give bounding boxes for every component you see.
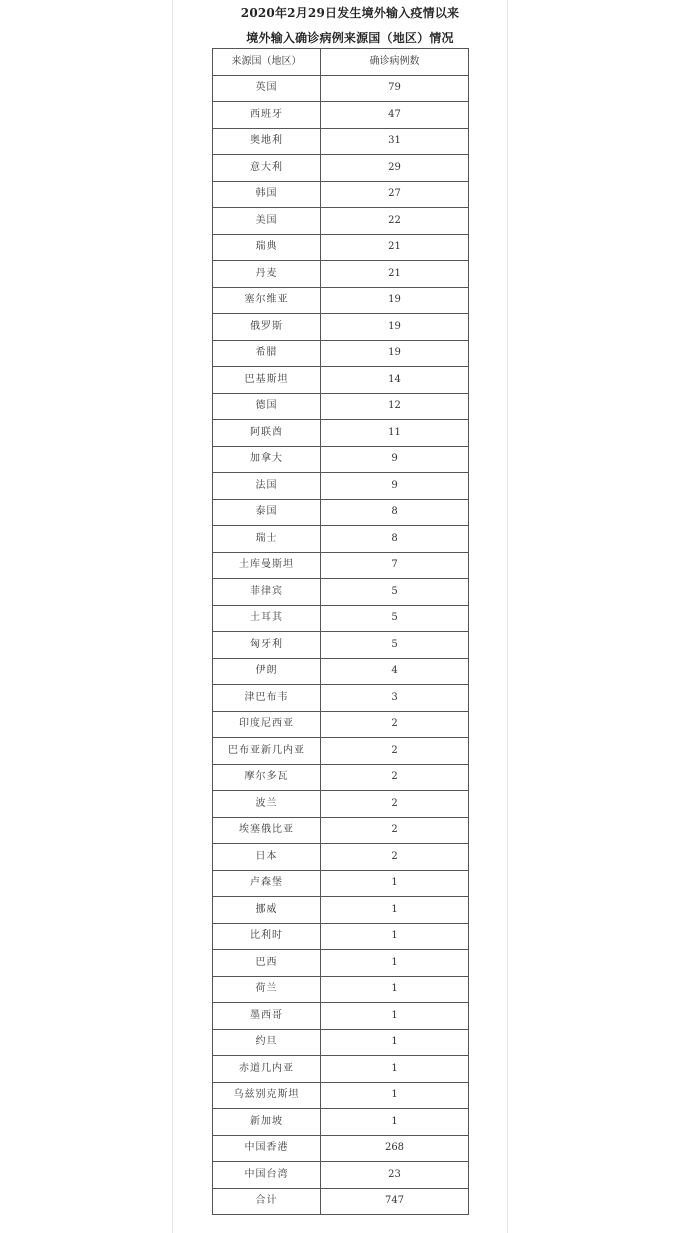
case-count-cell: 2 <box>321 764 469 791</box>
country-cell: 埃塞俄比亚 <box>213 817 321 844</box>
country-cell: 土耳其 <box>213 605 321 632</box>
table-row <box>213 287 469 314</box>
country-cell: 摩尔多瓦 <box>213 764 321 791</box>
case-count-cell: 2 <box>321 738 469 765</box>
country-cell: 德国 <box>213 393 321 420</box>
case-count-cell: 1 <box>321 950 469 977</box>
table-row <box>213 817 469 844</box>
case-count-cell: 2 <box>321 844 469 871</box>
table-row <box>213 499 469 526</box>
table-row <box>213 446 469 473</box>
table-row <box>213 1003 469 1030</box>
case-count-cell: 5 <box>321 605 469 632</box>
table-row <box>213 844 469 871</box>
table-row <box>213 393 469 420</box>
case-count-cell: 31 <box>321 128 469 155</box>
imported-cases-table <box>212 48 469 1215</box>
table-row <box>213 870 469 897</box>
table-row <box>213 128 469 155</box>
country-cell: 中国台湾 <box>213 1162 321 1189</box>
table-row <box>213 791 469 818</box>
case-count-cell: 1 <box>321 923 469 950</box>
case-count-cell: 5 <box>321 579 469 606</box>
case-count-cell: 19 <box>321 314 469 341</box>
table-row <box>213 526 469 553</box>
country-cell: 乌兹别克斯坦 <box>213 1082 321 1109</box>
country-cell: 俄罗斯 <box>213 314 321 341</box>
table-row <box>213 181 469 208</box>
table-row <box>213 923 469 950</box>
table-row <box>213 711 469 738</box>
case-count-cell: 7 <box>321 552 469 579</box>
table-row <box>213 1135 469 1162</box>
country-cell: 西班牙 <box>213 102 321 129</box>
case-count-cell: 14 <box>321 367 469 394</box>
case-count-cell: 21 <box>321 234 469 261</box>
table-row <box>213 685 469 712</box>
country-cell: 意大利 <box>213 155 321 182</box>
case-count-cell: 9 <box>321 446 469 473</box>
table-row <box>213 1029 469 1056</box>
case-count-cell: 1 <box>321 976 469 1003</box>
country-cell: 日本 <box>213 844 321 871</box>
table-row <box>213 897 469 924</box>
country-cell: 奥地利 <box>213 128 321 155</box>
case-count-cell: 11 <box>321 420 469 447</box>
table-row <box>213 1082 469 1109</box>
table-row <box>213 208 469 235</box>
case-count-cell: 4 <box>321 658 469 685</box>
table-row <box>213 1162 469 1189</box>
document-title: 2020年2月29日发生境外输入疫情以来 <box>240 6 460 20</box>
table-row <box>213 102 469 129</box>
table-row <box>213 234 469 261</box>
country-cell: 巴基斯坦 <box>213 367 321 394</box>
country-cell: 荷兰 <box>213 976 321 1003</box>
case-count-cell: 19 <box>321 340 469 367</box>
case-count-cell: 2 <box>321 711 469 738</box>
case-count-cell: 29 <box>321 155 469 182</box>
country-cell: 美国 <box>213 208 321 235</box>
country-cell: 泰国 <box>213 499 321 526</box>
country-cell: 希腊 <box>213 340 321 367</box>
case-count-cell: 47 <box>321 102 469 129</box>
case-count-cell: 12 <box>321 393 469 420</box>
case-count-cell: 747 <box>321 1188 469 1215</box>
case-count-cell: 1 <box>321 1029 469 1056</box>
country-cell: 中国香港 <box>213 1135 321 1162</box>
country-cell: 赤道几内亚 <box>213 1056 321 1083</box>
country-cell: 伊朗 <box>213 658 321 685</box>
table-header-row <box>213 49 469 76</box>
table-row <box>213 764 469 791</box>
country-cell: 英国 <box>213 75 321 102</box>
country-cell: 比利时 <box>213 923 321 950</box>
country-cell: 卢森堡 <box>213 870 321 897</box>
case-count-cell: 1 <box>321 1056 469 1083</box>
case-count-cell: 19 <box>321 287 469 314</box>
table-row <box>213 314 469 341</box>
table-row <box>213 976 469 1003</box>
table-row <box>213 261 469 288</box>
table-row <box>213 420 469 447</box>
table-row <box>213 75 469 102</box>
case-count-cell: 21 <box>321 261 469 288</box>
country-cell: 合计 <box>213 1188 321 1215</box>
table-row <box>213 658 469 685</box>
case-count-cell: 1 <box>321 1082 469 1109</box>
country-cell: 墨西哥 <box>213 1003 321 1030</box>
case-count-cell: 5 <box>321 632 469 659</box>
case-count-cell: 2 <box>321 791 469 818</box>
case-count-cell: 22 <box>321 208 469 235</box>
case-count-cell: 3 <box>321 685 469 712</box>
case-count-cell: 8 <box>321 526 469 553</box>
country-cell: 津巴布韦 <box>213 685 321 712</box>
case-count-cell: 1 <box>321 870 469 897</box>
case-count-cell: 268 <box>321 1135 469 1162</box>
country-cell: 加拿大 <box>213 446 321 473</box>
country-cell: 波兰 <box>213 791 321 818</box>
table-row <box>213 605 469 632</box>
table-row <box>213 632 469 659</box>
table-row <box>213 579 469 606</box>
table-row <box>213 367 469 394</box>
country-cell: 巴布亚新几内亚 <box>213 738 321 765</box>
header-country: 来源国（地区） <box>213 49 321 76</box>
table-row <box>213 340 469 367</box>
country-cell: 挪威 <box>213 897 321 924</box>
country-cell: 瑞典 <box>213 234 321 261</box>
country-cell: 印度尼西亚 <box>213 711 321 738</box>
country-cell: 菲律宾 <box>213 579 321 606</box>
case-count-cell: 2 <box>321 817 469 844</box>
case-count-cell: 1 <box>321 1003 469 1030</box>
case-count-cell: 9 <box>321 473 469 500</box>
country-cell: 阿联酋 <box>213 420 321 447</box>
table-title: 境外输入确诊病例来源国（地区）情况 <box>246 31 454 45</box>
country-cell: 土库曼斯坦 <box>213 552 321 579</box>
country-cell: 匈牙利 <box>213 632 321 659</box>
table-row <box>213 738 469 765</box>
table-row <box>213 1188 469 1215</box>
table-row <box>213 155 469 182</box>
country-cell: 新加坡 <box>213 1109 321 1136</box>
case-count-cell: 1 <box>321 897 469 924</box>
table-row <box>213 1056 469 1083</box>
country-cell: 法国 <box>213 473 321 500</box>
country-cell: 塞尔维亚 <box>213 287 321 314</box>
table-row <box>213 1109 469 1136</box>
country-cell: 约旦 <box>213 1029 321 1056</box>
case-count-cell: 27 <box>321 181 469 208</box>
case-count-cell: 79 <box>321 75 469 102</box>
country-cell: 瑞士 <box>213 526 321 553</box>
country-cell: 丹麦 <box>213 261 321 288</box>
table-row <box>213 473 469 500</box>
case-count-cell: 8 <box>321 499 469 526</box>
country-cell: 韩国 <box>213 181 321 208</box>
table-row <box>213 552 469 579</box>
header-count: 确诊病例数 <box>321 49 469 76</box>
case-count-cell: 23 <box>321 1162 469 1189</box>
case-count-cell: 1 <box>321 1109 469 1136</box>
table-row <box>213 950 469 977</box>
country-cell: 巴西 <box>213 950 321 977</box>
